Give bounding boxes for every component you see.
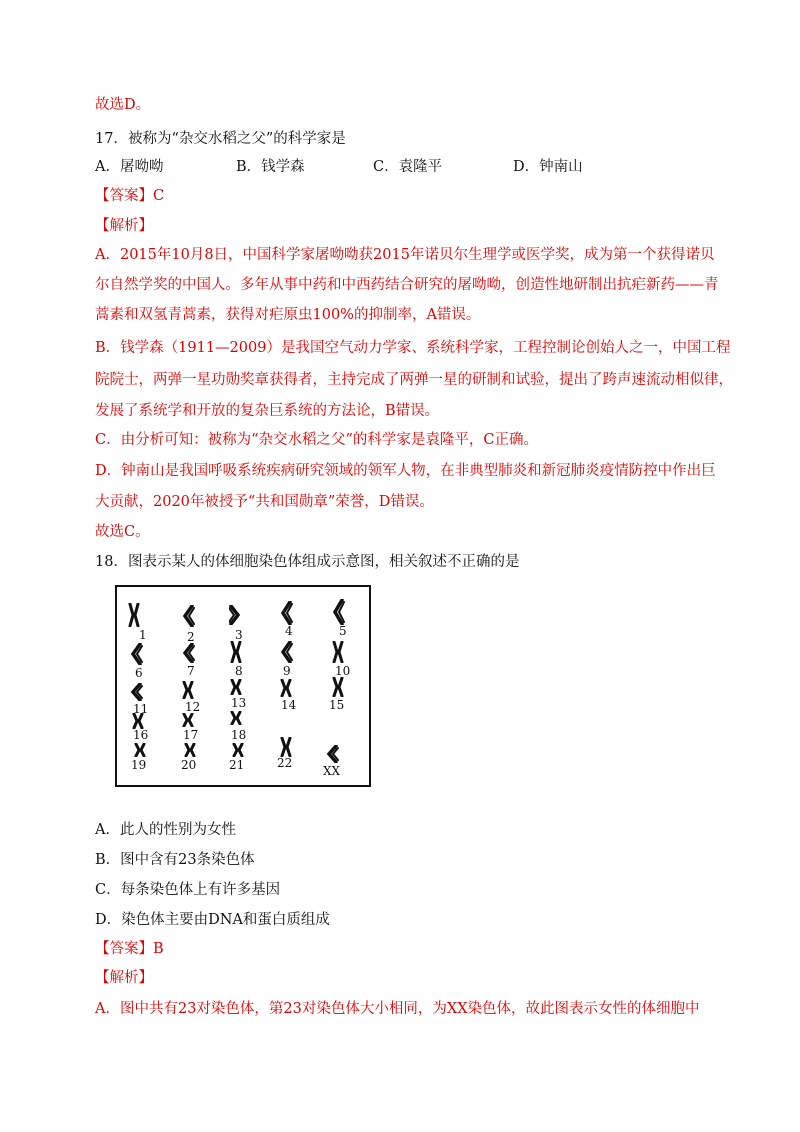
q17-analysis-line: 蒿素和双氢青蒿素，获得对疟原虫100%的抑制率，A错误。 — [95, 307, 481, 323]
q18-answer-value: B — [153, 941, 164, 957]
chromosome-number: 15 — [329, 698, 345, 712]
q18-analysis-label: 【解析】 — [95, 970, 153, 986]
q17-option-a: A．屠呦呦 — [95, 159, 164, 175]
chromosome-number: 19 — [131, 758, 147, 772]
chromosome-pair-icon — [331, 641, 345, 663]
chromosome-number: 17 — [183, 728, 199, 742]
chromosome-pair-icon — [279, 601, 293, 625]
chromosome-pair-icon — [127, 603, 141, 627]
q17-analysis-line: A．2015年10月8日，中国科学家屠呦呦获2015年诺贝尔生理学或医学奖，成为第一个获得诺贝 — [95, 247, 715, 263]
chromosome-number: 3 — [235, 628, 243, 642]
q17-analysis-line: C．由分析可知：被称为“杂交水稻之父”的科学家是袁隆平，C正确。 — [95, 432, 539, 448]
chromosome-pair-icon — [183, 743, 197, 757]
chromosome-number: 6 — [135, 666, 143, 680]
q17-answer — [95, 186, 164, 206]
chromosome-pair-icon — [279, 641, 293, 663]
chromosome-pair-icon — [131, 713, 145, 729]
q16-conclusion: 故选D。 — [95, 97, 151, 113]
q17-option-d: D．钟南山 — [513, 159, 583, 175]
chromosome-pair-icon — [181, 643, 195, 663]
chromosome-number: 21 — [229, 758, 245, 772]
chromosome-pair-icon — [133, 743, 147, 757]
chromosome-number: 4 — [285, 624, 293, 638]
q17-option-b: B．钱学森 — [236, 159, 305, 175]
chromosome-number: 7 — [187, 664, 195, 678]
chromosome-pair-icon — [129, 643, 143, 665]
chromosome-number: 22 — [277, 756, 293, 770]
q18-option-b: B．图中含有23条染色体 — [95, 852, 255, 868]
chromosome-number: 11 — [133, 702, 149, 716]
q17-answer-label: 【答案】 — [95, 188, 153, 204]
q18-option-c: C．每条染色体上有许多基因 — [95, 882, 281, 898]
q17-analysis-line: 大贡献，2020年被授予“共和国勋章”荣誉，D错误。 — [95, 494, 434, 510]
q17-answer-value: C — [153, 188, 165, 204]
chromosome-number: 12 — [185, 700, 201, 714]
chromosome-number: 9 — [283, 664, 291, 678]
chromosome-pair-icon — [279, 679, 293, 697]
chromosome-pair-icon — [181, 605, 195, 627]
q18-stem: 18．图表示某人的体细胞染色体组成示意图，相关叙述不正确的是 — [95, 554, 520, 570]
q17-analysis-line: 院院士，两弹一星功勋奖章获得者，主持完成了两弹一星的研制和试验，提出了跨声速流动相似律， — [95, 372, 733, 388]
chromosome-number: 14 — [281, 698, 297, 712]
chromosome-number: 8 — [235, 664, 243, 678]
chromosome-pair-icon — [181, 681, 195, 699]
chromosome-pair-icon — [229, 679, 243, 695]
chromosome-pair-icon — [229, 605, 243, 625]
q18-option-d: D．染色体主要由DNA和蛋白质组成 — [95, 912, 330, 928]
chromosome-pair-icon — [279, 737, 293, 757]
chromosome-number: XX — [323, 764, 341, 778]
chromosome-number: 13 — [231, 696, 247, 710]
q17-analysis-line: 发展了系统学和开放的复杂巨系统的方法论，B错误。 — [95, 403, 440, 419]
chromosome-number: 20 — [181, 758, 197, 772]
chromosome-pair-icon — [231, 743, 245, 757]
chromosome-number: 16 — [133, 728, 149, 742]
karyotype-figure — [115, 585, 371, 787]
chromosome-pair-icon — [331, 599, 345, 625]
q18-answer-label: 【答案】 — [95, 941, 153, 957]
q18-answer — [95, 939, 164, 959]
q18-option-a: A．此人的性别为女性 — [95, 822, 236, 838]
chromosome-pair-icon — [325, 745, 339, 763]
q17-analysis-label: 【解析】 — [95, 218, 153, 234]
q17-conclusion: 故选C。 — [95, 524, 150, 540]
chromosome-pair-icon — [229, 711, 243, 725]
chromosome-pair-icon — [331, 677, 345, 697]
chromosome-number: 10 — [335, 664, 351, 678]
chromosome-number: 5 — [339, 624, 347, 638]
chromosome-pair-icon — [129, 683, 143, 701]
q17-analysis-line: B．钱学森（1911—2009）是我国空气动力学家、系统科学家，工程控制论创始人之一，中国工程 — [95, 340, 731, 356]
chromosome-number: 2 — [187, 630, 195, 644]
q17-option-c: C．袁隆平 — [373, 159, 443, 175]
q17-analysis-line: 尔自然学奖的中国人。多年从事中药和中西药结合研究的屠呦呦，创造性地研制出抗疟新药——青 — [95, 277, 719, 293]
chromosome-pair-icon — [181, 713, 195, 727]
q17-analysis-line: D．钟南山是我国呼吸系统疾病研究领域的领军人物，在非典型肺炎和新冠肺炎疫情防控中作出巨 — [95, 463, 716, 479]
chromosome-number: 18 — [231, 728, 247, 742]
q17-stem: 17．被称为“杂交水稻之父”的科学家是 — [95, 131, 346, 147]
chromosome-number: 1 — [139, 628, 147, 642]
q18-analysis-line: A．图中共有23对染色体，第23对染色体大小相同，为XX染色体，故此图表示女性的体细胞中 — [95, 1001, 700, 1017]
chromosome-pair-icon — [229, 641, 243, 663]
